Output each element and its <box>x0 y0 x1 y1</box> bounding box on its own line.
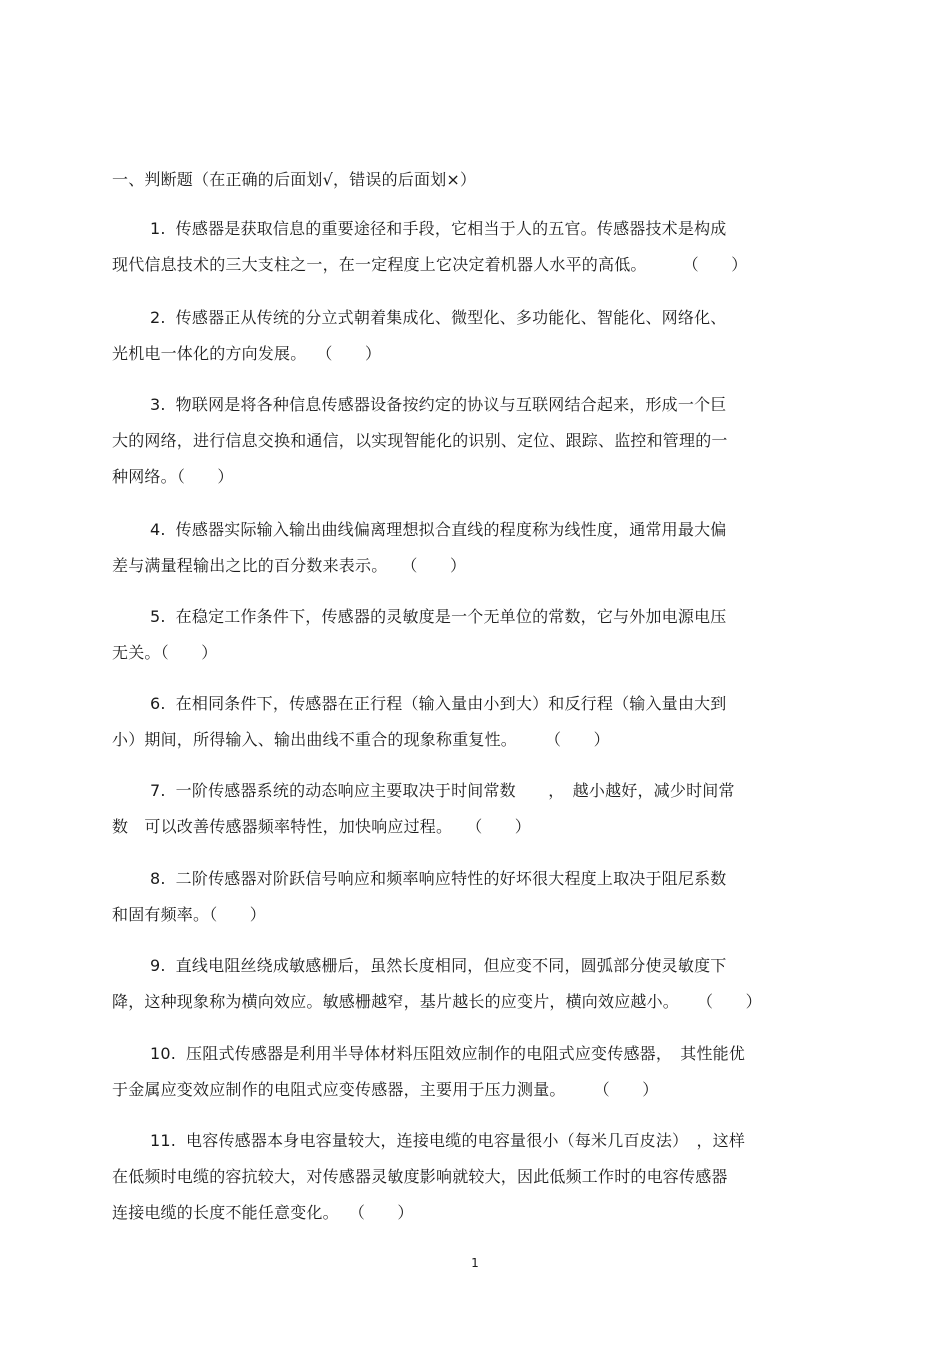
question-4 <box>112 520 852 592</box>
answer-blank[interactable]: （ ） <box>474 817 532 836</box>
question-text: 差与满量程输出之比的百分数来表示。 <box>112 556 388 575</box>
question-text: 大的网络，进行信息交换和通信，以实现智能化的识别、定位、跟踪、监控和管理的一 <box>112 431 728 450</box>
question-number: 3. <box>150 395 166 414</box>
question-text: 在稳定工作条件下，传感器的灵敏度是一个无单位的常数，它与外加电源电压 <box>175 607 727 626</box>
question-11 <box>112 1131 852 1239</box>
question-text: 电容传感器本身电容量较大，连接电缆的电容量很小（每米几百皮法） ，这样 <box>186 1131 746 1150</box>
question-3 <box>112 395 852 503</box>
question-9 <box>112 956 852 1028</box>
answer-blank[interactable]: （ ） <box>176 467 234 486</box>
question-text: 光机电一体化的方向发展。 <box>112 344 307 363</box>
section-title: 一、判断题（在正确的后面划√，错误的后面划×） <box>112 170 477 189</box>
question-number: 10. <box>150 1044 177 1063</box>
question-number: 7. <box>150 781 166 800</box>
question-text: 压阻式传感器是利用半导体材料压阻效应制作的电阻式应变传感器， 其性能优 <box>186 1044 746 1063</box>
question-number: 2. <box>150 308 166 327</box>
question-text: 传感器是获取信息的重要途径和手段，它相当于人的五官。传感器技术是构成 <box>175 219 727 238</box>
answer-blank[interactable]: （ ） <box>553 730 610 749</box>
answer-blank[interactable]: （ ） <box>409 556 467 575</box>
question-8 <box>112 869 852 941</box>
question-number: 4. <box>150 520 166 539</box>
question-text: 小）期间，所得输入、输出曲线不重合的现象称重复性。 <box>112 730 518 749</box>
page-number: 1 <box>471 1256 479 1270</box>
question-text: 现代信息技术的三大支柱之一，在一定程度上它决定着机器人水平的高低。 <box>112 255 647 274</box>
answer-blank[interactable]: （ ） <box>690 255 748 274</box>
question-text: 无关。 <box>112 643 161 662</box>
question-text: 直线电阻丝绕成敏感栅后，虽然长度相同，但应变不同，圆弧部分使灵敏度下 <box>175 956 727 975</box>
question-10 <box>112 1044 852 1116</box>
question-6 <box>112 694 852 766</box>
question-text: 传感器正从传统的分立式朝着集成化、微型化、多功能化、智能化、网络化、 <box>175 308 727 327</box>
answer-blank[interactable]: （ ） <box>324 344 382 363</box>
question-text: 传感器实际输入输出曲线偏离理想拟合直线的程度称为线性度，通常用最大偏 <box>175 520 727 539</box>
question-number: 6. <box>150 694 166 713</box>
question-number: 11. <box>150 1131 177 1150</box>
question-text: 于金属应变效应制作的电阻式应变传感器，主要用于压力测量。 <box>112 1080 566 1099</box>
question-text: 连接电缆的长度不能任意变化。 <box>112 1203 339 1222</box>
answer-blank[interactable]: （ ） <box>160 643 218 662</box>
question-text: 和固有频率。 <box>112 905 210 924</box>
question-5 <box>112 607 852 679</box>
answer-blank[interactable]: （ ） <box>705 992 762 1011</box>
question-1 <box>112 219 852 291</box>
question-text: 降，这种现象称为横向效应。敏感栅越窄，基片越长的应变片，横向效应越小。 <box>112 992 680 1011</box>
question-text: 数 可以改善传感器频率特性，加快响应过程。 <box>112 817 453 836</box>
question-number: 9. <box>150 956 166 975</box>
question-7 <box>112 781 852 853</box>
question-text: 二阶传感器对阶跃信号响应和频率响应特性的好坏很大程度上取决于阻尼系数 <box>175 869 727 888</box>
question-text: 一阶传感器系统的动态响应主要取决于时间常数 ， 越小越好，减少时间常 <box>175 781 735 800</box>
answer-blank[interactable]: （ ） <box>209 905 267 924</box>
question-text: 种网络。 <box>112 467 177 486</box>
question-text: 物联网是将各种信息传感器设备按约定的协议与互联网结合起来，形成一个巨 <box>175 395 727 414</box>
question-number: 1. <box>150 219 166 238</box>
question-number: 8. <box>150 869 166 888</box>
question-number: 5. <box>150 607 166 626</box>
answer-blank[interactable]: （ ） <box>601 1080 659 1099</box>
question-text: 在相同条件下，传感器在正行程（输入量由小到大）和反行程（输入量由大到 <box>175 694 727 713</box>
question-text: 在低频时电缆的容抗较大，对传感器灵敏度影响就较大，因此低频工作时的电容传感器 <box>112 1167 728 1186</box>
answer-blank[interactable]: （ ） <box>356 1203 414 1222</box>
question-2 <box>112 308 852 380</box>
